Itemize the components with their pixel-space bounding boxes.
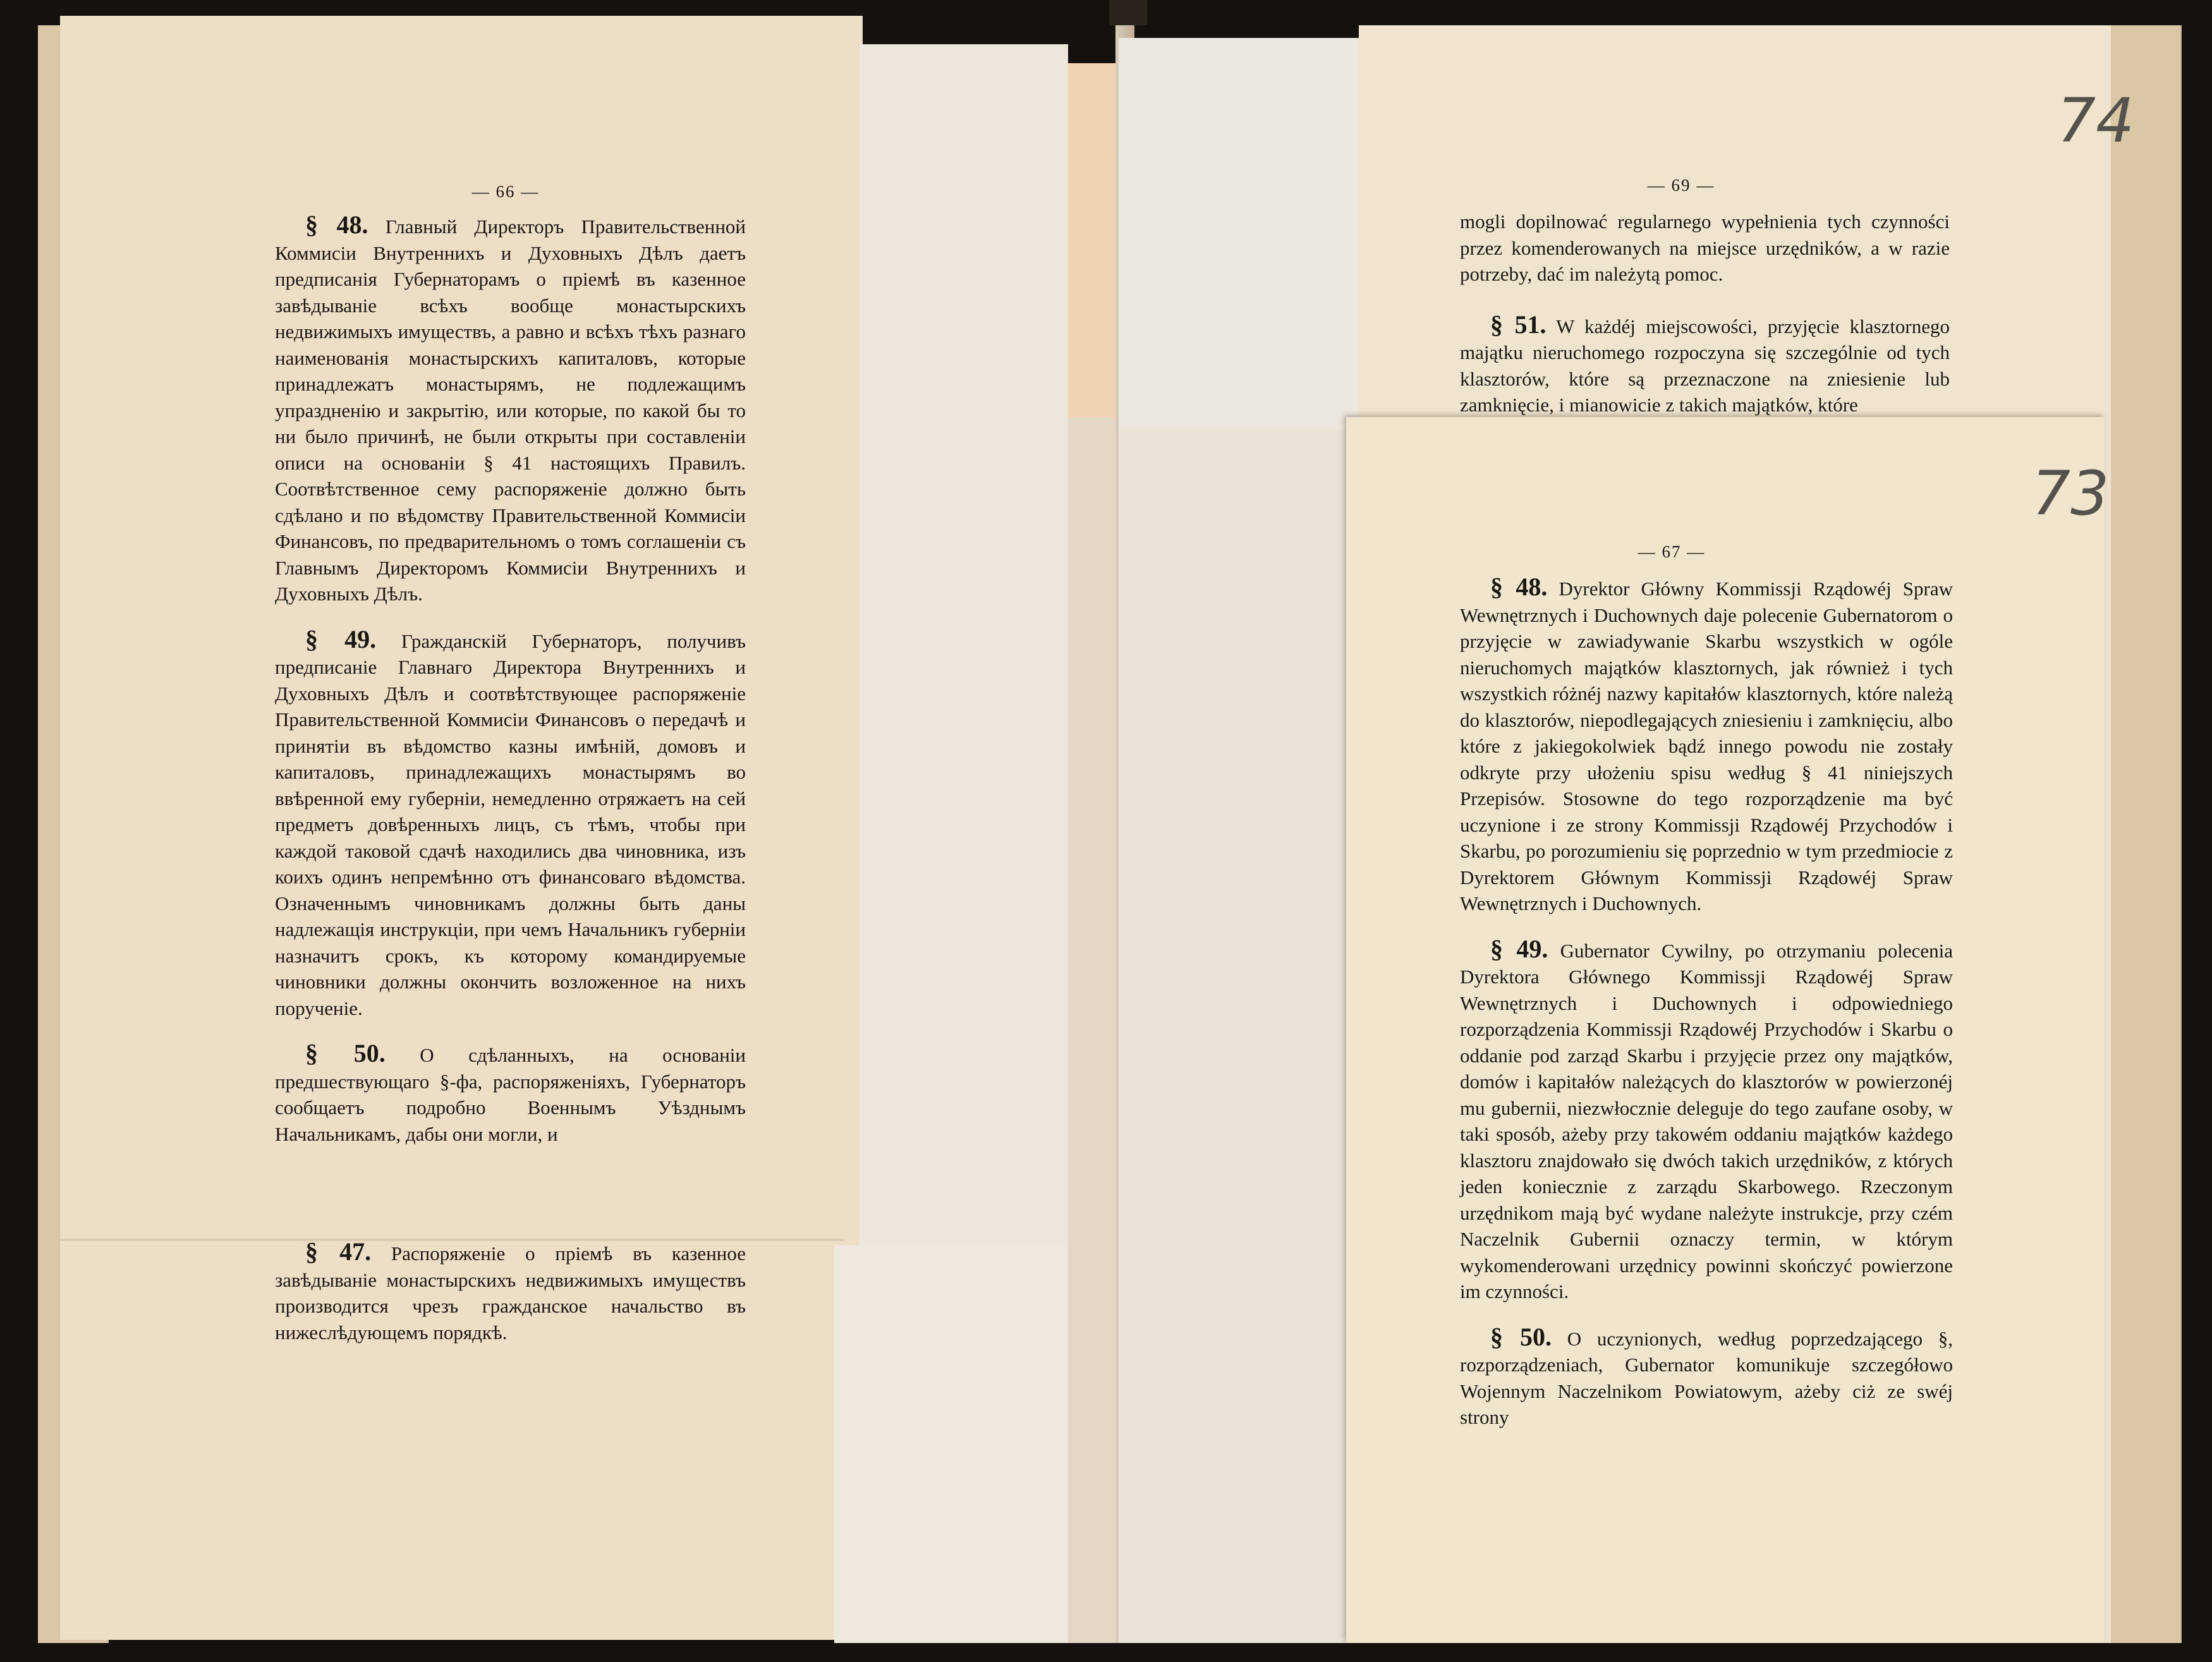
binding-clip bbox=[1109, 0, 1147, 25]
left-paragraph-49 bbox=[275, 626, 746, 1022]
pencil-folio-number-74: 74 bbox=[2057, 85, 2135, 156]
section-49-number: § 49. bbox=[305, 624, 377, 653]
insert-section-49-text: Gubernator Cywilny, po otrzymaniu polecenia Dyrektora Głównego Kommissji Rządowéj Spraw Wewnętrznych i Duchownych i odpowiedniego rozporządzenia Kommissji Rządowéj Przychodów i Skarbu o oddanie pod zarząd Skarbu i przyjęcie przez ony majątków, domów i kapitałów należących do klasztorów w powierzonéj mu gubernii, niezwłocznie deleguje do tego zaufane osoby, w taki sposób, ażeby przy takowém oddaniu majątków każdego klasztoru znajdowało się dwóch takich urzędników, z których jeden koniecznie z zarządu Skarbowego. Rzeczonym urzędnikom mają być wydane należyte instrukcje, przy czém Naczelnik Gubernii oznaczy termin, w którym wykomenderowani urzędnicy powinni skończyć powierzone im czynności. bbox=[1460, 939, 1953, 1302]
section-50-text: О сдѣланныхъ, на основаніи предшествующаго §-фа, распоряженіяхъ, Губернаторъ сообщаетъ подробно Военнымъ Уѣзднымъ Начальникамъ, дабы они могли, и bbox=[275, 1044, 746, 1145]
section-47-text: Распоряженіе о пріемѣ въ казенное завѣдываніе монастырскихъ недвижимыхъ имуществъ производится чрезъ гражданское начальство въ нижеслѣдующемъ порядкѣ. bbox=[275, 1242, 746, 1344]
gutter-right-lower bbox=[1119, 430, 1365, 1643]
right-page-stack-edge bbox=[2105, 25, 2182, 1643]
pencil-folio-number-73: 73 bbox=[2032, 458, 2110, 529]
left-paragraph-48 bbox=[275, 212, 746, 607]
insert-paragraph-50 bbox=[1460, 1324, 1953, 1431]
section-49-text: Гражданскій Губернаторъ, получивъ предписаніе Главнаго Директора Внутреннихъ и Духовныхъ Дѣлъ и соотвѣтствующее распоряженіе Правительственной Коммисіи Финансовъ о передачѣ и принятіи въ вѣдомство казны имѣній, домовъ и капиталовъ, принадлежащихъ монастырямъ во ввѣренной ему губерніи, немедленно отряжаетъ на сей предметъ довѣренныхъ лицъ, съ тѣмъ, чтобы при каждой таковой сдачѣ находились два чиновника, изъ коихъ одинъ непремѣнно отъ финансоваго вѣдомства. Означеннымъ чиновникамъ должны быть даны надлежащія инструкціи, при чемъ Начальникъ губерніи назначитъ срокъ, къ которому командируемые чиновники должны окончить возложенное на нихъ порученіе. bbox=[275, 629, 746, 1019]
section-51-text: W każdéj miejscowości, przyjęcie klasztornego majątku nieruchomego rozpoczyna się szczególnie od tych klasztorów, które są przeznaczone na zniesienie lub zamknięcie, i mianowicie z takich majątków, które bbox=[1460, 315, 1950, 416]
left-paragraph-47 bbox=[275, 1239, 746, 1345]
right-upper-text-column bbox=[1460, 209, 1950, 417]
right-upper-page-number: — 69 — bbox=[1647, 176, 1715, 195]
insert-section-48-number: § 48. bbox=[1490, 573, 1548, 601]
left-stub-strip bbox=[860, 44, 1068, 1245]
insert-paragraph-49 bbox=[1460, 936, 1953, 1305]
left-page-number: — 66 — bbox=[471, 182, 540, 201]
section-48-text: Главный Директоръ Правительственной Коммисіи Внутреннихъ и Духовныхъ Дѣлъ даетъ предписанія Губернаторамъ о пріемѣ въ казенное завѣдываніе всѣхъ вообще монастырскихъ недвижимыхъ имуществъ, а равно и всѣхъ тѣхъ разнаго наименованія монастырскихъ капиталовъ, которые принадлежатъ монастырямъ, не подлежащимъ упраздненію и закрытію, или которые, по какой бы то ни было причинѣ, не были открыты при составленіи описи на основаніи § 41 настоящихъ Правилъ. Соотвѣтственное сему распоряженіе должно быть сдѣлано и по вѣдомству Правительственной Коммисіи Финансовъ, по предварительномъ о томъ соглашеніи съ Главнымъ Директоромъ Коммисіи Внутреннихъ и Духовныхъ Дѣлъ. bbox=[275, 215, 746, 605]
insert-section-50-number: § 50. bbox=[1490, 1322, 1552, 1351]
section-47-number: § 47. bbox=[305, 1237, 372, 1266]
left-paragraph-50 bbox=[275, 1040, 746, 1147]
left-text-column bbox=[275, 212, 746, 1147]
right-upper-paragraph-51 bbox=[1460, 312, 1950, 418]
right-upper-continuation: mogli dopilnować regularnego wypełnienia tych czynności przez komenderowanych na miejsce urzędników, a w razie potrzeby, dać im należytą pomoc. bbox=[1460, 210, 1950, 285]
section-51-number: § 51. bbox=[1490, 310, 1547, 339]
insert-text-column bbox=[1460, 574, 1953, 1431]
section-48-number: § 48. bbox=[305, 210, 368, 239]
left-lower-strip-text bbox=[275, 1239, 746, 1345]
insert-section-49-number: § 49. bbox=[1490, 934, 1548, 963]
insert-section-50-text: O uczynionych, według poprzedzającego §, rozporządzeniach, Gubernator komunikuje szczegółowo Wojennym Naczelnikom Powiatowym, ażeby ciż ze swéj strony bbox=[1460, 1327, 1954, 1428]
insert-section-48-text: Dyrektor Główny Kommissji Rządowéj Spraw Wewnętrznych i Duchownych daje polecenie Gubernatorom o przyjęcie w zawiadywanie Skarbu wszystkich w ogóle nieruchomych majątków klasztornych, jak również i tych wszystkich różnéj nazwy kapitałów klasztornych, które należą do klasztorów, niepodlegających zniesieniu i zamknięciu, albo które z jakiegokolwiek bądź innego powodu nie zostały odkryte przy ułożeniu spisu według § 41 niniejszych Przepisów. Stosowne do tego rozporządzenie ma być uczynione i ze strony Kommissji Rządowéj Przychodów i Skarbu, po porozumieniu się poprzednio w tym przedmiocie z Dyrektorem Głównym Kommissji Rządowéj Spraw Wewnętrznych i Duchownych. bbox=[1460, 578, 1954, 914]
insert-paragraph-48 bbox=[1460, 574, 1953, 917]
orange-slip bbox=[1068, 63, 1115, 417]
insert-page-number: — 67 — bbox=[1638, 542, 1706, 561]
left-stub-strip-lower bbox=[834, 1245, 1068, 1643]
section-50-number: § 50. bbox=[305, 1039, 386, 1067]
